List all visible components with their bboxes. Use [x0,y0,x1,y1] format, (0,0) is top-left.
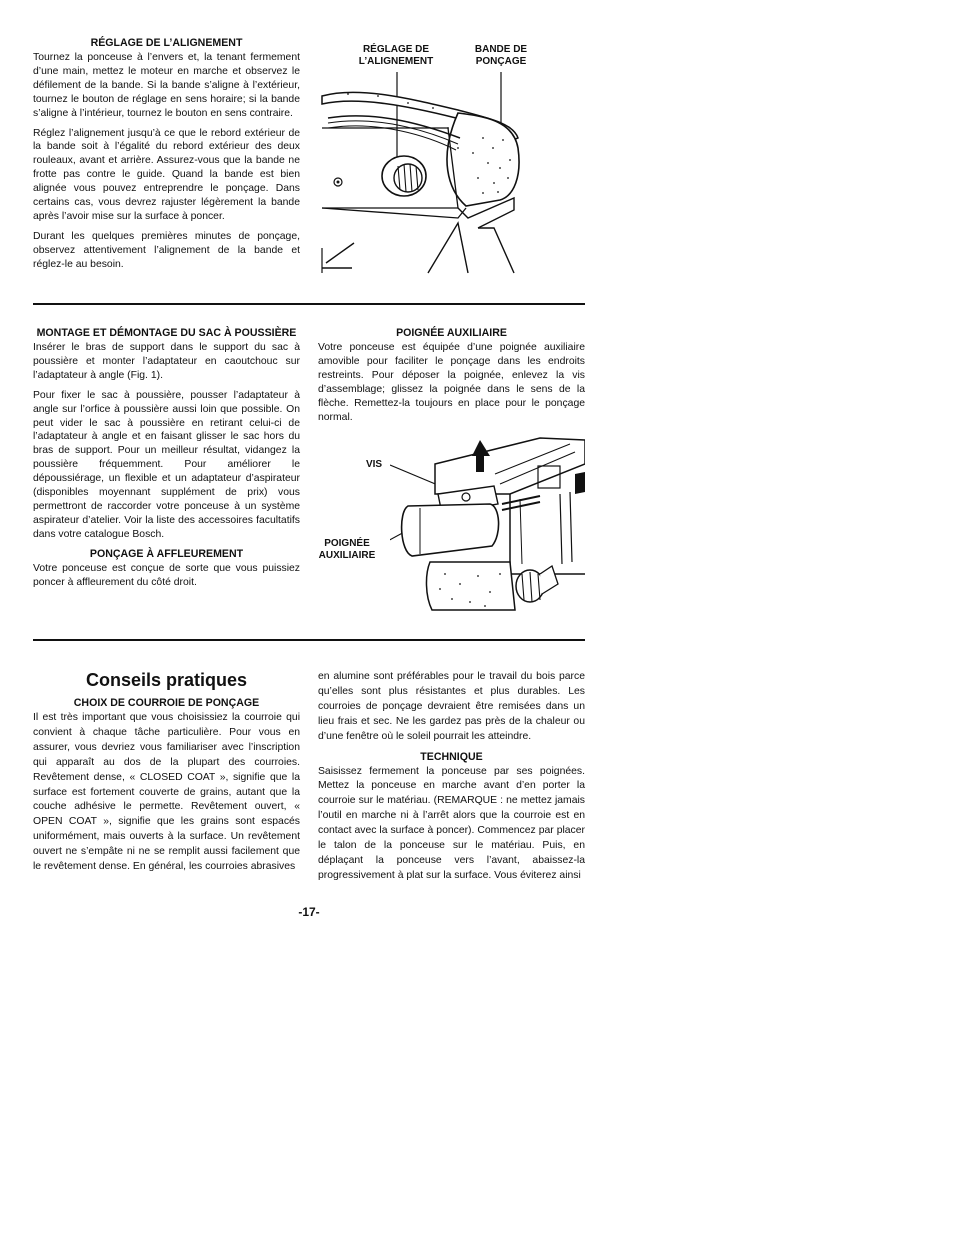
section-practical-tips-continued [318,670,585,890]
alignment-paragraph-1: Tournez la ponceuse à l’envers et, la tenant fermement d’une main, mettez le moteur en marche et observez le défilement de la bande. Si la bande s’aligne à l’extérieur, tournez le bouton de réglage en sens horaire; si la bande s’aligne à l’intérieur, tournez le bouton en sens contraire. [33,52,300,119]
dust-bag-heading: MONTAGE ET DÉMONTAGE DU SAC À POUSSIÈRE [36,327,297,339]
alignment-paragraph-2: Réglez l’alignement jusqu’à ce que le rebord extérieur de la bande soit à l’égalité du rebord extérieur des deux rouleaux, avant et arrière. Assurez-vous que la bande ne frotte pas contre le guide. Quand la bande est bien alignée vous pouvez entreprendre le ponçage. Dans certains cas, vous devrez rajuster légèrement la bande après l’avoir mise sur la surface à poncer. [33,127,300,222]
technique-heading: TECHNIQUE [420,750,483,763]
alignment-paragraph-3: Durant les quelques premières minutes de ponçage, observez attentivement l’alignement de la bande et réglez-le au besoin. [33,230,300,270]
aux-handle-heading: POIGNÉE AUXILIAIRE [396,327,507,339]
figure-label-handle: POIGNÉE AUXILIAIRE [318,538,376,561]
belt-alignment-illustration [318,68,543,274]
dust-bag-paragraph-2: Pour fixer le sac à poussière, pousser l’adaptateur à angle sur l’orfice à poussière aussi loin que possible. On peut vider le sac à poussière en retirant celui-ci de l’adaptateur à angle et en faisant glisser le sac hors du bras de support. Pour un meilleur résultat, vidangez la poussière fréquemment. Pour améliorer le dépoussiérage, un flexible et un adaptateur d’aspirateur (disponibles moyennant supplément de prix) vous permettront de raccorder votre ponceuse à un système aspirateur d’atelier. Voir la liste des accessoires facultatifs dans votre catalogue Bosch. [33,389,300,540]
practical-tips-title: Conseils pratiques [85,670,248,690]
figure-label-belt: BANDE DE PONÇAGE [474,44,528,67]
section-practical-tips [33,669,300,881]
divider-2 [33,639,585,641]
figure-label-screw: VIS [365,459,383,470]
section-aux-handle [318,327,585,430]
belt-choice-heading: CHOIX DE COURROIE DE PONÇAGE [73,697,260,709]
flush-sanding-paragraph: Votre ponceuse est conçue de sorte que vous puissiez poncer à affleurement du côté droit. [33,562,300,588]
technique-paragraph: Saisissez fermement la ponceuse par ses poignées. Mettez la ponceuse en marche avant d’en porter la courroie sur le matériau. (REMARQUE : ne mettez jamais l’outil en marche ni à l’arrêt alors que la courroie est en contact avec la surface à poncer). Commencez par placer le talon de la ponceuse sur le matériau. Puis, en déplaçant la ponceuse vers l’avant, abaissez-la progressivement à plat sur la surface. Vous éviterez ainsi [318,765,585,881]
flush-sanding-heading: PONÇAGE À AFFLEUREMENT [89,547,244,560]
belt-choice-continued: en alumine sont préférables pour le travail du bois parce qu’elles sont plus résistantes et plus durables. Les courroies de ponçage devraient être remisées dans un lieu frais et sec. Ne les gardez pas près de la chaleur ou d’une fenêtre où le soleil pourrait les atteindre. [318,671,585,742]
figure-label-alignment: RÉGLAGE DE L’ALIGNEMENT [358,44,434,67]
alignment-heading: RÉGLAGE DE L’ALIGNEMENT [90,37,243,49]
section-dust-bag [33,327,300,596]
dust-bag-paragraph-1: Insérer le bras de support dans le support du sac à poussière et monter l’adaptateur en caoutchouc sur l’adaptateur à angle (Fig. 1). [33,342,300,381]
aux-handle-illustration [390,434,585,614]
belt-choice-paragraph: Il est très important que vous choisissiez la courroie qui convient à chaque tâche particulière. Pour vous en assurer, vous devriez vous familiariser avec l’inscription qui apparaît au dos de la plupart des courroies. Revêtement dense, « CLOSED COAT », signifie que la surface est fortement couverte de grains, autant que la couche adhésive le permette. Revêtement ouvert, « OPEN COAT », signifie que les grains sont espacés uniformément, mais ouverts à la surface. Un revêtement ouvert ne s’empâte ni ne se remplit aussi facilement que le revêtement dense. En général, les courroies abrasives [33,712,300,873]
aux-handle-paragraph: Votre ponceuse est équipée d’une poignée auxiliaire amovible pour faciliter le ponçage dans les endroits restreints. Pour déposer la poignée, enlevez la vis d’assemblage; glissez la poignée dans le sens de la flèche. Remettez-la toujours en place pour le ponçage normal. [318,342,585,423]
page-number: -17- [298,905,320,919]
section-alignment [33,37,300,278]
divider-1 [33,303,585,305]
